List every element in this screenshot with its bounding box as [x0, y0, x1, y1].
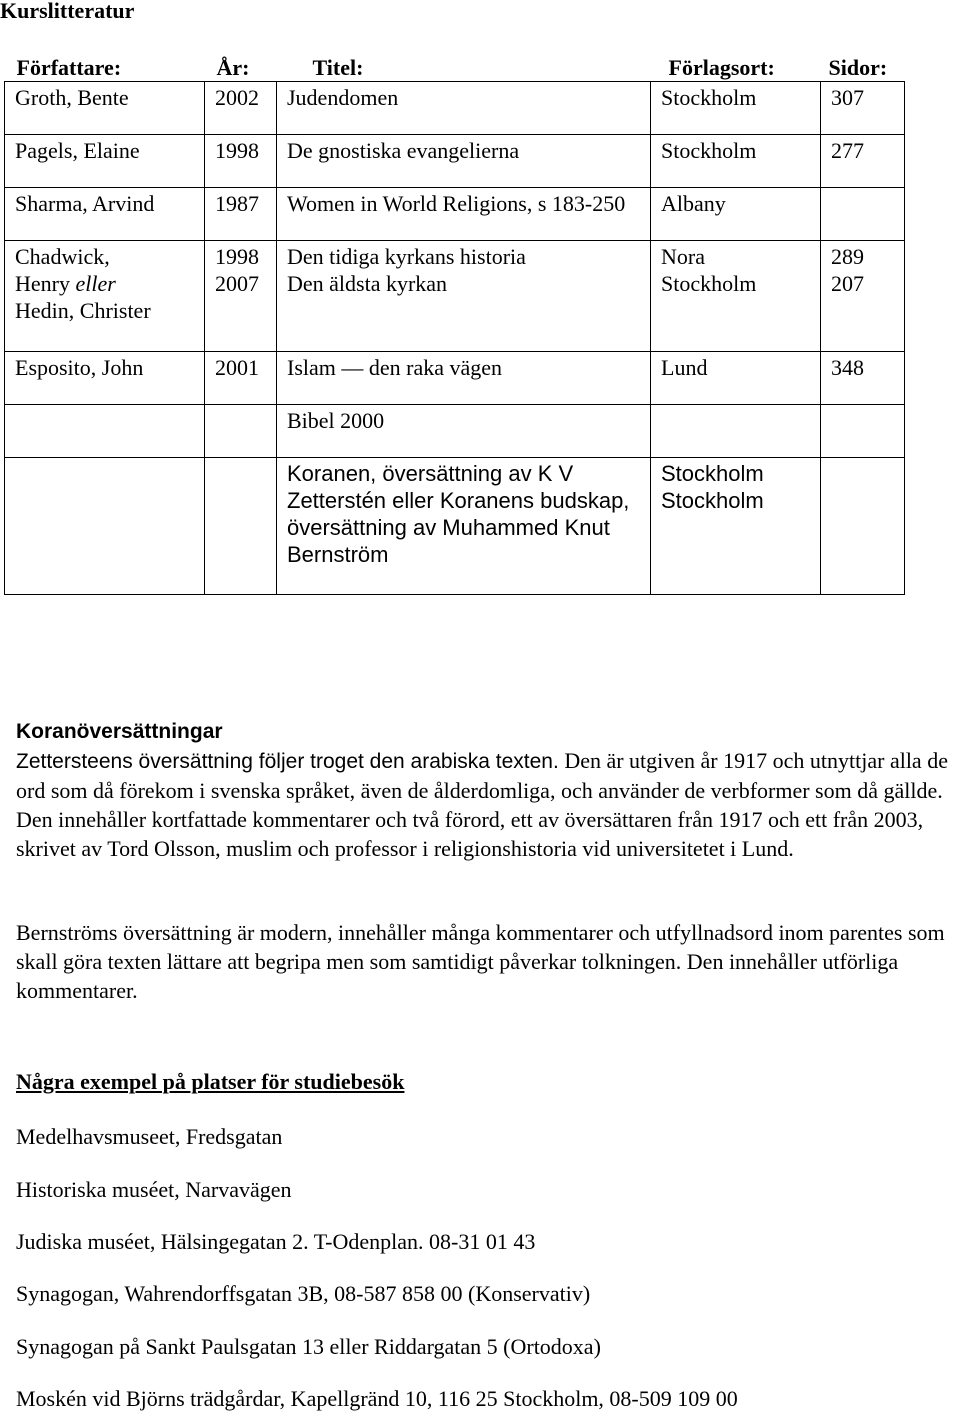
- visit-item: Synagogan på Sankt Paulsgatan 13 eller Riddargatan 5 (Ortodoxa): [16, 1334, 601, 1359]
- koran-paragraph-1: [16, 746, 956, 863]
- cell-author: Groth, Bente: [5, 82, 205, 135]
- koran-paragraph-1-lead: Zettersteens översättning följer troget den arabiska texten.: [16, 750, 559, 773]
- cell-place: [651, 241, 821, 352]
- cell-title: Women in World Religions, s 183-250: [277, 188, 651, 241]
- cell-pages: 307: [821, 82, 905, 135]
- year-line: 1998: [215, 244, 259, 269]
- cell-year: 2001: [205, 352, 277, 405]
- visit-item: Judiska muséet, Hälsingegatan 2. T-Odenplan. 08-31 01 43: [16, 1229, 536, 1254]
- cell-title: Bibel 2000: [277, 405, 651, 458]
- title-line: Den tidiga kyrkans historia: [287, 244, 526, 269]
- header-pages: Sidor:: [828, 55, 888, 80]
- koran-section-title: Koranöversättningar: [16, 720, 223, 743]
- table-row: [5, 188, 905, 241]
- cell-title: Islam — den raka vägen: [277, 352, 651, 405]
- author-name: Henry: [15, 271, 70, 296]
- cell-pages: [821, 405, 905, 458]
- place-line: Stockholm: [661, 271, 757, 296]
- visit-item: Medelhavsmuseet, Fredsgatan: [16, 1124, 283, 1149]
- table-row: [5, 405, 905, 458]
- cell-author: [5, 241, 205, 352]
- author-eller: eller: [75, 271, 116, 296]
- cell-place: Lund: [651, 352, 821, 405]
- author-line: [15, 270, 200, 297]
- visit-item: Moskén vid Björns trädgårdar, Kapellgränd 10, 116 25 Stockholm, 08-509 109 00: [16, 1386, 738, 1411]
- header-title: Titel:: [312, 55, 364, 80]
- cell-author: Sharma, Arvind: [5, 188, 205, 241]
- pages-line: 207: [831, 271, 864, 296]
- page-title: Kurslitteratur: [0, 0, 135, 23]
- cell-year: [205, 405, 277, 458]
- place-line: Stockholm: [661, 488, 764, 513]
- cell-place: [651, 405, 821, 458]
- header-place: Förlagsort:: [668, 55, 775, 80]
- visit-item: Historiska muséet, Narvavägen: [16, 1177, 292, 1202]
- cell-pages: 348: [821, 352, 905, 405]
- cell-title: Koranen, översättning av K V Zetterstén eller Koranens budskap, översättning av Muhammed Knut Bernström: [277, 458, 651, 595]
- cell-pages: [821, 241, 905, 352]
- cell-title: De gnostiska evangelierna: [277, 135, 651, 188]
- cell-year: 1998: [205, 135, 277, 188]
- cell-year: 2002: [205, 82, 277, 135]
- cell-author: Esposito, John: [5, 352, 205, 405]
- koran-paragraph-1-rest: Den är utgiven år 1917 och utnyttjar alla de ord som då förekom i svenska språket, även de ålderdomliga, och använder de verbformer som då gällde. Den innehåller kortfattade kommentarer och två förord, ett av översättaren från 1917 och ett från 2003, skrivet av Tord Olsson, muslim och professor i religionshistoria vid universitetet i Lund.: [16, 748, 948, 861]
- cell-pages: 277: [821, 135, 905, 188]
- cell-place: [651, 458, 821, 595]
- visit-item: Synagogan, Wahrendorffsgatan 3B, 08-587 858 00 (Konservativ): [16, 1281, 591, 1306]
- cell-author: Pagels, Elaine: [5, 135, 205, 188]
- author-line: Chadwick,: [15, 244, 110, 269]
- table-row: [5, 241, 905, 352]
- table-header-row: [5, 53, 905, 82]
- cell-pages: [821, 458, 905, 595]
- cell-year: [205, 241, 277, 352]
- cell-pages: [821, 188, 905, 241]
- koran-paragraph-2: Bernströms översättning är modern, innehåller många kommentarer och utfyllnadsord inom parentes som skall göra texten lättare att begripa men som samtidigt påverkar tolkningen. Den innehåller utförliga kommentarer.: [16, 920, 945, 1003]
- header-author: Författare:: [16, 55, 122, 80]
- header-year: År:: [216, 55, 250, 80]
- table-row: [5, 135, 905, 188]
- table-row: [5, 82, 905, 135]
- cell-year: 1987: [205, 188, 277, 241]
- cell-place: Stockholm: [651, 135, 821, 188]
- pages-line: 289: [831, 244, 864, 269]
- table-row: [5, 458, 905, 595]
- table-row: [5, 352, 905, 405]
- cell-title: [277, 241, 651, 352]
- cell-author: [5, 405, 205, 458]
- cell-place: Stockholm: [651, 82, 821, 135]
- visits-section-title: Några exempel på platser för studiebesök: [16, 1069, 405, 1094]
- literature-table: [4, 53, 905, 595]
- cell-place: Albany: [651, 188, 821, 241]
- cell-year: [205, 458, 277, 595]
- year-line: 2007: [215, 271, 259, 296]
- author-line: Hedin, Christer: [15, 298, 151, 323]
- place-line: Nora: [661, 244, 705, 269]
- place-line: Stockholm: [661, 461, 764, 486]
- cell-title: Judendomen: [277, 82, 651, 135]
- cell-author: [5, 458, 205, 595]
- title-line: Den äldsta kyrkan: [287, 271, 448, 296]
